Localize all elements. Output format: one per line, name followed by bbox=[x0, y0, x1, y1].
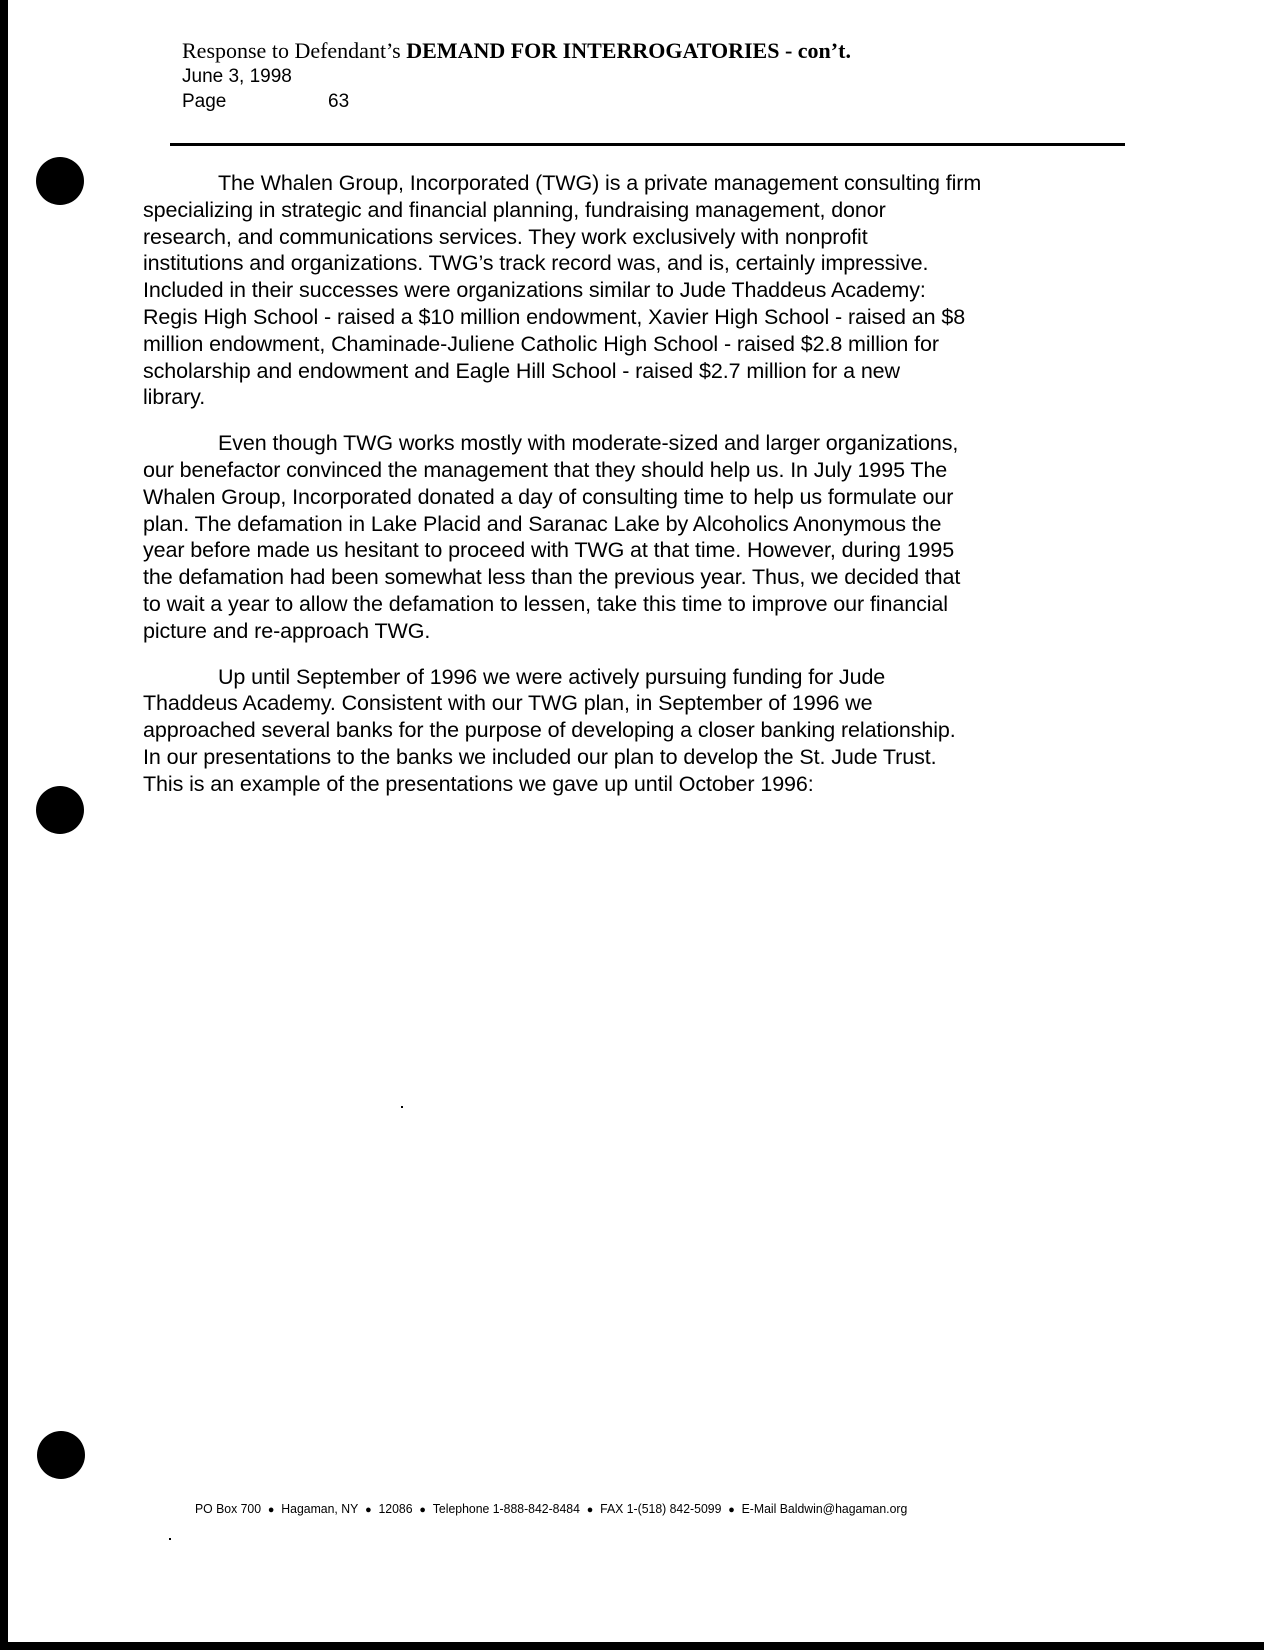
text-line: library. bbox=[143, 385, 206, 410]
text-line: Regis High School - raised a $10 million endowment, Xavier High School - raised an $8 bbox=[143, 304, 966, 329]
text-line: million endowment, Chaminade-Juliene Catholic High School - raised $2.8 million for bbox=[143, 331, 939, 356]
bullet-icon: ● bbox=[419, 1504, 426, 1516]
punch-hole-icon bbox=[36, 786, 84, 834]
page-number: 63 bbox=[328, 91, 350, 112]
text-line: Even though TWG works mostly with moderate-sized and larger organizations, bbox=[218, 431, 959, 456]
text-line: approached several banks for the purpose of developing a closer banking relationship. bbox=[143, 718, 956, 743]
document-header bbox=[182, 38, 851, 114]
text-line: the defamation had been somewhat less than the previous year. Thus, we decided that bbox=[143, 565, 961, 590]
text-line: research, and communications services. They work exclusively with nonprofit bbox=[143, 224, 868, 249]
paragraph bbox=[143, 664, 1128, 798]
text-line: specializing in strategic and financial planning, fundraising management, donor bbox=[143, 197, 886, 222]
scan-left-border bbox=[0, 0, 8, 1650]
footer-address: PO Box 700 bbox=[195, 1502, 262, 1516]
text-line: Thaddeus Academy. Consistent with our TWG plan, in September of 1996 we bbox=[143, 691, 873, 716]
text-line: Included in their successes were organizations similar to Jude Thaddeus Academy: bbox=[143, 278, 926, 303]
paragraph bbox=[143, 430, 1128, 644]
paragraph bbox=[143, 170, 1128, 411]
bullet-icon: ● bbox=[586, 1504, 594, 1516]
punch-hole-icon bbox=[36, 157, 84, 205]
footer-zip: 12086 bbox=[378, 1502, 413, 1516]
footer-city: Hagaman, NY bbox=[281, 1502, 359, 1516]
header-title-bold: DEMAND FOR INTERROGATORIES - con’t. bbox=[406, 38, 851, 63]
letterhead-footer bbox=[195, 1500, 907, 1519]
bullet-icon: ● bbox=[728, 1504, 735, 1516]
text-line: Up until September of 1996 we were actively pursuing funding for Jude bbox=[218, 664, 886, 689]
footer-email[interactable]: E-Mail Baldwin@hagaman.org bbox=[741, 1502, 908, 1516]
text-line: picture and re-approach TWG. bbox=[143, 618, 431, 643]
text-line: year before made us hesitant to proceed with TWG at that time. However, during 1995 bbox=[143, 538, 955, 563]
bullet-icon: ● bbox=[267, 1504, 275, 1516]
text-line: scholarship and endowment and Eagle Hill School - raised $2.7 million for a new bbox=[143, 358, 900, 383]
header-rule bbox=[170, 143, 1125, 146]
text-line: This is an example of the presentations we gave up until October 1996: bbox=[143, 771, 814, 796]
scan-speck bbox=[401, 1106, 403, 1108]
header-page bbox=[182, 89, 851, 114]
text-line: plan. The defamation in Lake Placid and Saranac Lake by Alcoholics Anonymous the bbox=[143, 511, 942, 536]
punch-hole-icon bbox=[37, 1431, 85, 1479]
bullet-icon: ● bbox=[365, 1504, 372, 1516]
header-title-prefix: Response to Defendant’s bbox=[182, 38, 407, 63]
text-line: In our presentations to the banks we included our plan to develop the St. Jude Trust. bbox=[143, 744, 937, 769]
scan-speck bbox=[169, 1538, 171, 1540]
page-label: Page bbox=[182, 91, 227, 112]
footer-fax: FAX 1-(518) 842-5099 bbox=[600, 1502, 722, 1516]
header-date: June 3, 1998 bbox=[182, 66, 292, 87]
text-line: The Whalen Group, Incorporated (TWG) is a private management consulting firm bbox=[218, 171, 982, 195]
header-title bbox=[182, 38, 851, 64]
text-line: Whalen Group, Incorporated donated a day of consulting time to help us formulate our bbox=[143, 484, 954, 509]
scan-bottom-border bbox=[0, 1642, 1264, 1650]
text-line: to wait a year to allow the defamation to lessen, take this time to improve our financial bbox=[143, 591, 948, 616]
text-line: our benefactor convinced the management that they should help us. In July 1995 The bbox=[143, 457, 948, 482]
text-line: institutions and organizations. TWG’s track record was, and is, certainly impressive. bbox=[143, 251, 929, 276]
footer-telephone: Telephone 1-888-842-8484 bbox=[432, 1502, 580, 1516]
document-body bbox=[143, 170, 1128, 817]
